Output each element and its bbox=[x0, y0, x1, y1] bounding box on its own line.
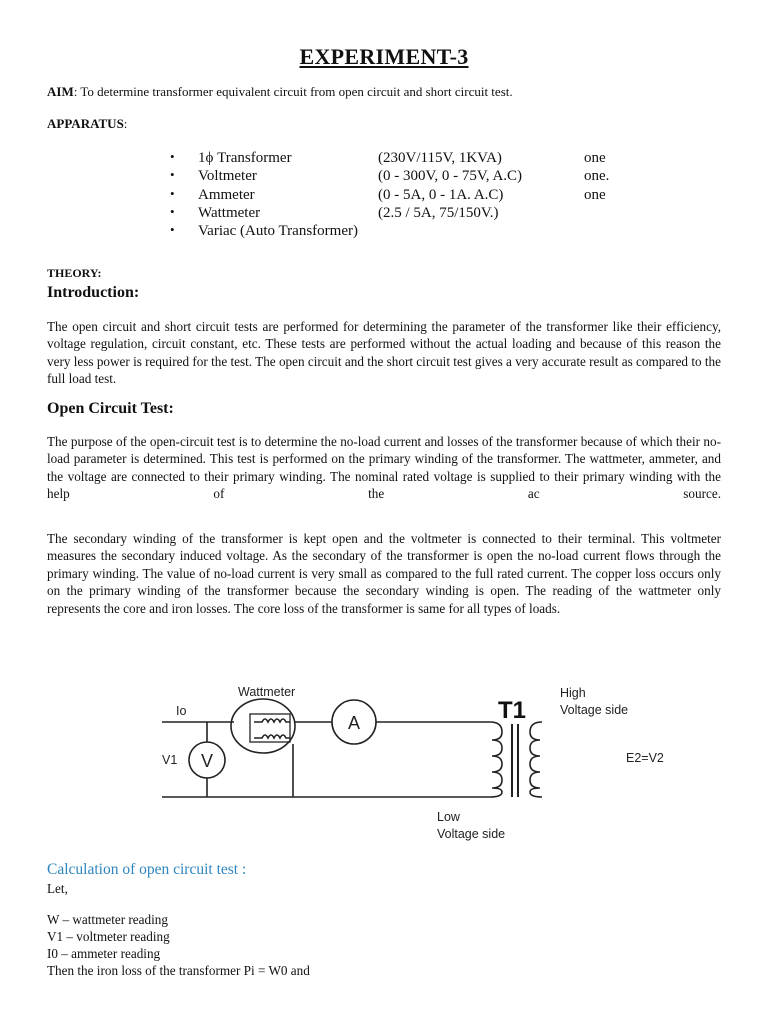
apparatus-name: Voltmeter bbox=[198, 168, 257, 185]
apparatus-spec: (2.5 / 5A, 75/150V.) bbox=[378, 204, 499, 221]
calc-i0-line: I0 – ammeter reading bbox=[47, 946, 161, 961]
voltmeter-symbol: V bbox=[201, 751, 214, 771]
e2-label: E2=V2 bbox=[626, 751, 664, 765]
wattmeter-voltage-coil bbox=[254, 735, 290, 738]
apparatus-name: Variac (Auto Transformer) bbox=[198, 223, 358, 240]
apparatus-colon: : bbox=[123, 116, 128, 131]
apparatus-spec: (0 - 300V, 0 - 75V, A.C) bbox=[378, 168, 523, 185]
wattmeter-current-coil bbox=[254, 719, 290, 722]
calc-let: Let, bbox=[47, 881, 68, 896]
ammeter-symbol: A bbox=[348, 713, 361, 733]
intro-heading: Introduction: bbox=[47, 284, 140, 301]
open-circuit-paragraph-2: The secondary winding of the transformer is kept open and the voltmeter is connected to their terminal. This voltmeter measures the secondary induced voltage. As the secondary of the transformer is open the no-load current flows through the primary winding. The value of no-load current is very small as compared to the full rated current. The copper loss occurs only on the primary winding of the transformer because the secondary winding is open. The reading of the wattmeter only represents the core and iron losses. The core loss of the transformer is same for all types of loads. bbox=[47, 531, 721, 616]
low-side-label-line1: Low bbox=[437, 810, 460, 824]
apparatus-qty: one bbox=[584, 150, 606, 166]
apparatus-spec: (0 - 5A, 0 - 1A. A.C) bbox=[378, 186, 504, 203]
calc-w-line: W – wattmeter reading bbox=[47, 912, 168, 927]
wattmeter-label: Wattmeter bbox=[238, 685, 296, 699]
bullet: • bbox=[170, 203, 175, 219]
apparatus-qty: one. bbox=[584, 168, 610, 185]
high-side-label-line2: Voltage side bbox=[560, 703, 629, 717]
theory-label: THEORY: bbox=[47, 266, 102, 280]
bullet: • bbox=[170, 149, 175, 164]
open-circuit-paragraph-1: The purpose of the open-circuit test is to determine the no-load current and losses of the transformer because of which their no-load parameter is determined. This test is performed on the primary winding of the transformer. The wattmeter, ammeter, and the voltage are connected to their primary winding. The nominal rated voltage is supplied to their primary winding with the help of the ac source. bbox=[47, 434, 721, 502]
calc-block bbox=[47, 880, 310, 979]
spacer bbox=[47, 897, 310, 911]
bullet: • bbox=[170, 167, 175, 183]
low-side-label-line2: Voltage side bbox=[437, 827, 506, 841]
page-title: EXPERIMENT-3 bbox=[299, 44, 469, 69]
open-circuit-heading: Open Circuit Test: bbox=[47, 400, 174, 417]
secondary-winding bbox=[530, 722, 542, 797]
bullet: • bbox=[170, 222, 175, 238]
calc-v1-line: V1 – voltmeter reading bbox=[47, 929, 170, 944]
calc-then-line: Then the iron loss of the transformer Pi = W0 and bbox=[47, 963, 310, 978]
apparatus-qty: one bbox=[584, 186, 606, 203]
open-circuit-diagram bbox=[150, 680, 690, 850]
v1-label: V1 bbox=[162, 753, 178, 767]
apparatus-name: Ammeter bbox=[198, 186, 255, 203]
apparatus-heading bbox=[47, 116, 127, 132]
apparatus-spec: (230V/115V, 1KVA) bbox=[378, 150, 502, 166]
bullet: • bbox=[170, 185, 175, 201]
wattmeter-circle bbox=[231, 699, 295, 753]
high-side-label-line1: High bbox=[560, 686, 586, 700]
aim-text: : To determine transformer equivalent circuit from open circuit and short circuit test. bbox=[73, 84, 513, 99]
intro-paragraph: The open circuit and short circuit tests are performed for determining the parameter of the transformer like their efficiency, voltage regulation, circuit constant, etc. These tests are performed without the actual loading and because of this reason the very less power is required for the test. The open circuit and the short circuit test gives a very accurate result as compared to the full load test. bbox=[47, 319, 721, 387]
aim-label: AIM bbox=[47, 84, 74, 99]
io-label: Io bbox=[176, 704, 187, 718]
calc-heading: Calculation of open circuit test : bbox=[47, 861, 247, 878]
apparatus-name: 1ϕ Transformer bbox=[198, 150, 292, 166]
transformer-label: T1 bbox=[498, 697, 527, 724]
primary-winding bbox=[490, 722, 502, 797]
apparatus-label: APPARATUS bbox=[47, 116, 124, 131]
apparatus-name: Wattmeter bbox=[198, 204, 261, 221]
aim-line bbox=[47, 84, 513, 100]
